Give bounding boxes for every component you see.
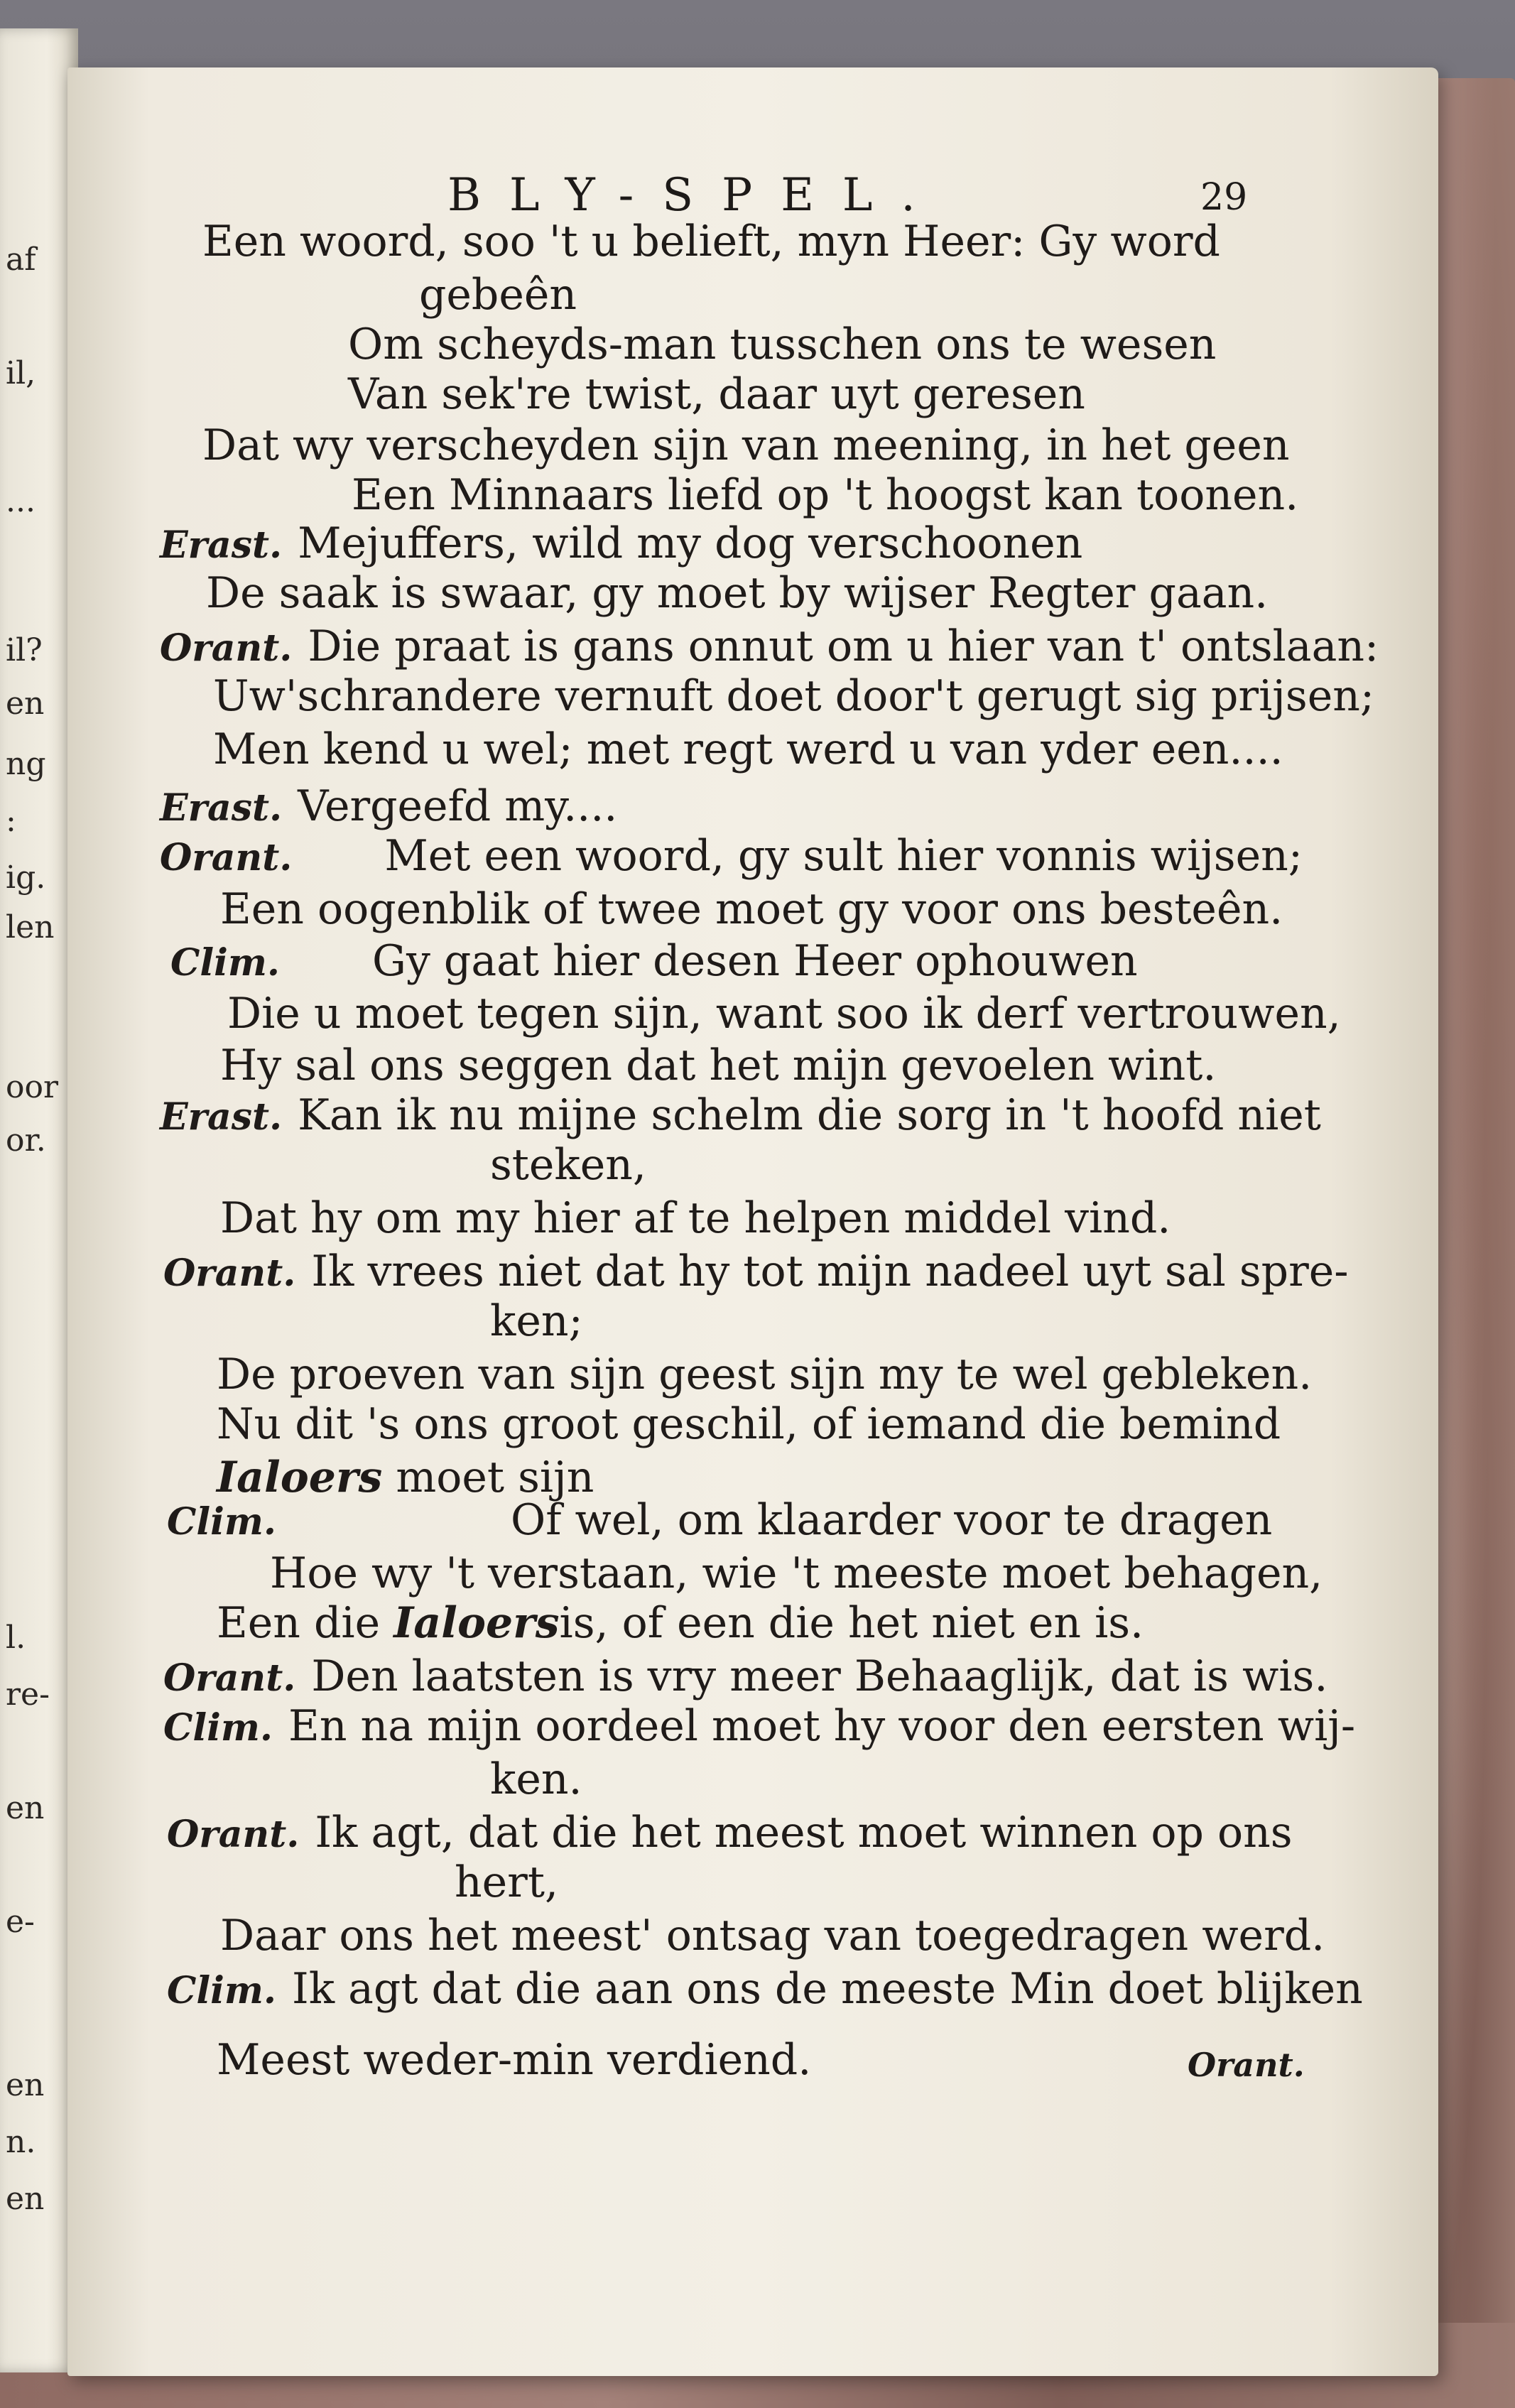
verse-line: Van sek're twist, daar uyt geresen — [348, 369, 1085, 419]
speaker-label: Erast. — [160, 524, 283, 567]
left-fragment: len — [6, 909, 55, 945]
verse-line: Dat hy om my hier af te helpen middel vind. — [220, 1193, 1171, 1243]
speaker-label: Orant. — [167, 1813, 300, 1856]
verse-line: Nu dit 's ons groot geschil, of iemand die bemind — [217, 1399, 1281, 1449]
left-page-edge — [0, 28, 78, 2372]
italic-word: Ialoers — [217, 1453, 383, 1502]
page-number: 29 — [1200, 176, 1248, 219]
italic-word: Ialoers — [393, 1598, 560, 1648]
verse-line: Orant. Met een woord, gy sult hier vonnis wijsen; — [160, 831, 1303, 881]
verse-line: Orant. Ik agt, dat die het meest moet winnen op ons — [167, 1808, 1293, 1857]
verse-line: Orant. Die praat is gans onnut om u hier van t' ontslaan: — [160, 622, 1379, 671]
left-fragment: or. — [6, 1122, 46, 1159]
speaker-label: Erast. — [160, 786, 283, 830]
verse-line: Daar ons het meest' ontsag van toegedragen werd. — [220, 1911, 1325, 1960]
verse-line: De proeven van sijn geest sijn my te wel gebleken. — [217, 1350, 1313, 1399]
verse-line: ken; — [490, 1296, 583, 1346]
speaker-label: Erast. — [160, 1095, 283, 1139]
left-fragment: en — [6, 2181, 45, 2217]
speaker-label: Orant. — [163, 1656, 296, 1700]
running-head: BLY-SPEL. — [447, 169, 944, 222]
left-fragment: en — [6, 685, 45, 722]
left-fragment: il, — [6, 355, 36, 391]
verse-line: ken. — [490, 1755, 582, 1804]
verse-line: Erast. Vergeefd my.... — [160, 781, 618, 831]
left-fragment: ng — [6, 746, 46, 782]
verse-line: Hy sal ons seggen dat het mijn gevoelen wint. — [220, 1041, 1217, 1090]
speaker-label: Clim. — [167, 1500, 277, 1544]
verse-line: Erast. Kan ik nu mijne schelm die sorg in 't hoofd niet — [160, 1090, 1321, 1140]
verse-line: Ialoers moet sijn — [217, 1453, 594, 1502]
verse-line: Een die Ialoersis, of een die het niet en is. — [217, 1598, 1144, 1648]
verse-line: hert, — [455, 1857, 559, 1907]
verse-line: Orant. Ik vrees niet dat hy tot mijn nadeel uyt sal spre- — [163, 1247, 1349, 1296]
left-fragment: : — [6, 803, 16, 839]
left-fragment: e- — [6, 1904, 35, 1940]
verse-line: Clim. Of wel, om klaarder voor te dragen — [167, 1495, 1273, 1545]
verse-line: Hoe wy 't verstaan, wie 't meeste moet behagen, — [270, 1549, 1323, 1598]
speaker-label: Orant. — [160, 836, 293, 879]
left-fragment: oor — [6, 1069, 59, 1105]
left-fragment: en — [6, 1790, 45, 1826]
speaker-label: Orant. — [163, 1252, 296, 1295]
verse-line: Men kend u wel; met regt werd u van yder een.... — [213, 725, 1283, 774]
catchword: Orant. — [1188, 2046, 1305, 2084]
left-fragment: en — [6, 2067, 45, 2103]
verse-line: Uw'schrandere vernuft doet door't gerugt sig prijsen; — [213, 671, 1375, 721]
left-fragment: ... — [6, 483, 36, 519]
verse-line: Om scheyds-man tusschen ons te wesen — [348, 320, 1217, 369]
speaker-label: Clim. — [167, 1969, 277, 2012]
verse-line: Een woord, soo 't u belieft, myn Heer: Gy word — [202, 217, 1220, 266]
left-fragment: l. — [6, 1620, 26, 1656]
verse-line: Orant. Den laatsten is vry meer Behaaglijk, dat is wis. — [163, 1652, 1328, 1701]
verse-line: Clim. Ik agt dat die aan ons de meeste Min doet blijken — [167, 1964, 1363, 2014]
verse-line: gebeên — [419, 270, 577, 320]
verse-line: Dat wy verscheyden sijn van meening, in het geen — [202, 421, 1290, 470]
verse-line: Clim. En na mijn oordeel moet hy voor den eersten wij- — [163, 1701, 1356, 1751]
left-fragment: n. — [6, 2124, 36, 2160]
verse-line: Een Minnaars liefd op 't hoogst kan toonen. — [352, 470, 1299, 520]
left-fragment: re- — [6, 1676, 50, 1713]
left-fragment: af — [6, 242, 36, 278]
verse-line: Erast. Mejuffers, wild my dog verschoonen — [160, 519, 1083, 568]
speaker-label: Orant. — [160, 627, 293, 670]
speaker-label: Clim. — [163, 1706, 273, 1750]
speaker-label: Clim. — [170, 941, 281, 985]
verse-line: De saak is swaar, gy moet by wijser Regter gaan. — [206, 568, 1269, 618]
verse-line: Meest weder-min verdiend. — [217, 2035, 812, 2085]
left-fragment: il? — [6, 632, 43, 668]
verse-line: Een oogenblik of twee moet gy voor ons besteên. — [220, 884, 1283, 934]
verse-line: Die u moet tegen sijn, want soo ik derf vertrouwen, — [227, 989, 1341, 1038]
verse-line: Clim. Gy gaat hier desen Heer ophouwen — [170, 936, 1138, 986]
left-fragment: ig. — [6, 859, 46, 896]
verse-line: steken, — [490, 1140, 646, 1190]
